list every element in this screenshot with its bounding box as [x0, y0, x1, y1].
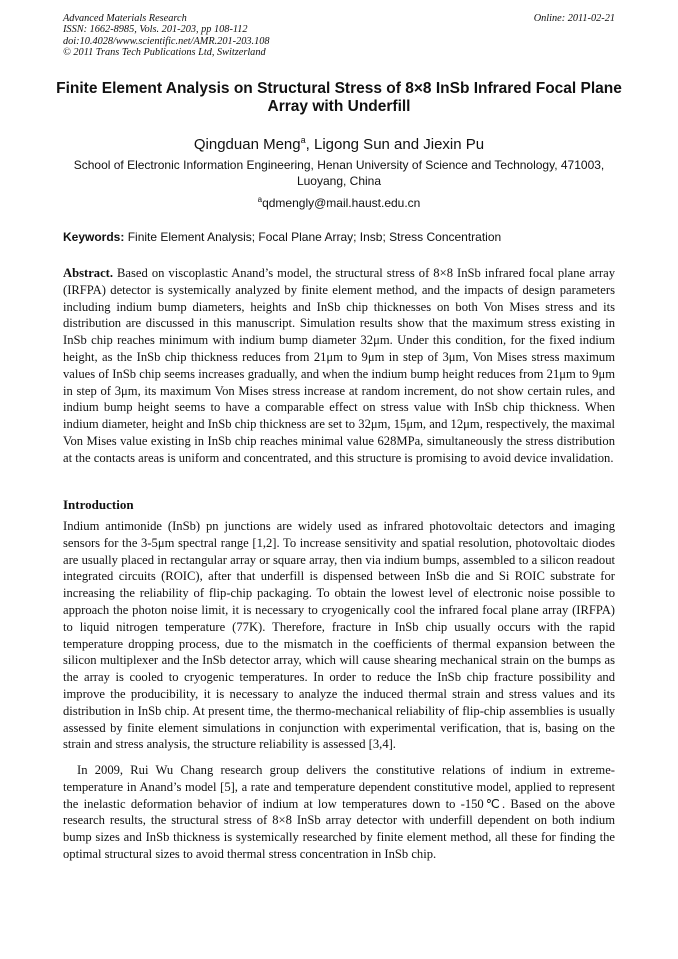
intro-paragraph-1: Indium antimonide (InSb) pn junctions are widely used as infrared photovoltaic detectors and imaging sensors for the 3-5μm spectral range [1,2]. To increase sensitivity and spatial resolution, photovoltaic diodes are usually placed in rectangular array or square array, then via indium bumps, assembled to a silicon readout integrated circuits (ROIC), after that underfill is dispensed between InSb die and Si ROIC substrate for increasing the reliability of flip-chip packaging. To obtain the lowest level of electronic noise possible to approach the photon noise limit, it is necessary to cryogenically cool the infrared focal plane array (IRFPA) to liquid nitrogen temperature (77K). Therefore, fracture in InSb chip usually occurs with the rapid temperature dropping process, due to the mismatch in the coefficients of thermal expansion between the silicon multiplexer and the InSb detector array, which will cause shearing mechanical strain on the bumps as the array is cooled to cryogenic temperatures. In order to reduce the InSb chip fracture possibility and improve the producibility, it is necessary to analyze the induced thermal strain and stress values and its distribution in InSb chip. At present time, the thermo-mechanical reliability of flip-chip assemblies is usually assessed by finite element simulations in conjunction with experimental verification, that is, basing on the strain and stress analysis, the structure reliability is assessed [3,4].	[63, 519, 615, 752]
author-primary: Qingduan Meng	[193, 136, 301, 153]
section-heading-introduction: Introduction	[63, 497, 134, 512]
author-others: , Ligong Sun and Jiexin Pu	[305, 136, 485, 153]
contact-email	[50, 192, 628, 211]
doi-line[interactable]: doi:10.4028/www.scientific.net/AMR.201-203.108	[63, 35, 270, 47]
keywords-text: Finite Element Analysis; Focal Plane Array; Insb; Stress Concentration	[124, 230, 502, 244]
email-address[interactable]: qdmengly@mail.haust.edu.cn	[262, 196, 421, 210]
header-top-row	[63, 13, 615, 24]
email-mark: a	[257, 195, 263, 204]
abstract-label: Abstract.	[63, 266, 114, 280]
abstract-text: Based on viscoplastic Anand’s model, the structural stress of 8×8 InSb infrared focal plane array (IRFPA) detector is systemically analyzed by finite element method, and the impacts of design parameters including indium bump diameters, heights and InSb chip thicknesses on both Von Mises stress and its distribution are discussed in this manuscript. Simulation results show that the maximum stress existing in InSb chip reaches minimum with indium bump diameter 32μm. Under this condition, for the fixed indium height, as the InSb chip thickness reduces from 21μm to 9μm in step of 3μm, Von Mises stress maximum values of InSb chip seems increases gradually, and when the indium bump height reduces from 21μm to 9μm in step of 3μm, its maximum Von Mises stress increase at random increment, do not show certain rules, and indium bump height seems to have a comparable effect on stress value with InSb chip thickness. When indium diameter, height and InSb chip thickness are set to 32μm, 15μm, and 12μm, respectively, the maximal Von Mises value existing in InSb chip reaches minimal value 628MPa, simultaneously the stress distribution at the contacts areas is uniform and concentrated, and this structure is promising to avoid device invalidation.	[63, 266, 615, 465]
keywords-label: Keywords:	[63, 230, 125, 244]
online-date: Online: 2011-02-21	[533, 13, 615, 24]
journal-name: Advanced Materials Research	[63, 13, 187, 24]
abstract	[63, 265, 615, 467]
author-list	[50, 131, 628, 154]
intro-paragraph-2: In 2009, Rui Wu Chang research group delivers the constitutive relations of indium in extreme-temperature in Anand’s model [5], a rate and temperature dependent constitutive model, applied to represent the inelastic deformation behavior of indium at low temperatures down to -150℃. Based on the above research results, the structural stress of 8×8 InSb array detector with underfill dependent on both indium bump sizes and InSb thickness is systemically researched by finite element method, all these for finding the optimal structural sizes to avoid thermal stress concentration in InSb chip.	[63, 763, 615, 861]
keywords	[63, 230, 615, 245]
issn-line: ISSN: 1662-8985, Vols. 201-203, pp 108-112	[63, 24, 248, 36]
paper-title: Finite Element Analysis on Structural Stress of 8×8 InSb Infrared Focal Plane Array with Underfill	[56, 80, 622, 115]
author-affil-mark: a	[300, 135, 306, 145]
copyright-line: © 2011 Trans Tech Publications Ltd, Switzerland	[63, 46, 266, 58]
affiliation: School of Electronic Information Engineering, Henan University of Science and Technology, 471003, Luoyang, China	[73, 158, 605, 188]
journal-header	[63, 13, 615, 58]
